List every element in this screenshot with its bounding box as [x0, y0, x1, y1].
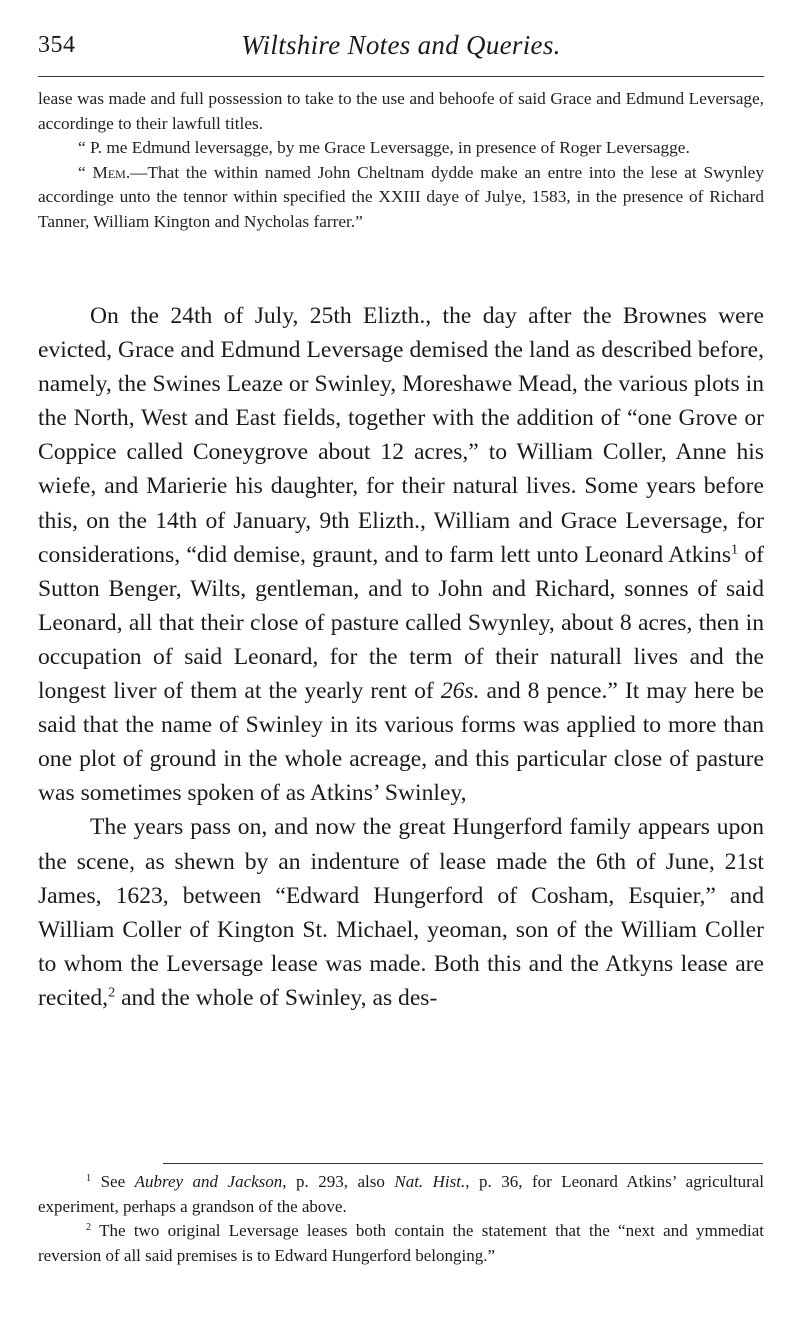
footnote-citation-1: Aubrey and Jackson — [134, 1172, 283, 1191]
footnote-ref-1: 1 — [731, 541, 739, 558]
footnote-citation-2: Nat. Hist. — [394, 1172, 466, 1191]
header-rule — [38, 76, 764, 77]
main-text — [38, 299, 764, 1015]
body-paragraph-1 — [38, 299, 764, 810]
quote-paragraph-1: lease was made and full possession to take to the use and behoofe of said Grace and Edmund Leversage, accordinge to their lawfull titles. — [38, 89, 764, 133]
footnote-text-run: The two original Leversage leases both contain the statement that the “next and ymmediat reversion of all said premises is to Edward Hungerford belonging.” — [38, 1221, 764, 1265]
footnote-mark-2: 2 — [86, 1222, 92, 1234]
page-header — [38, 30, 764, 70]
body-text-run: and the whole of Swinley, as des- — [115, 984, 438, 1011]
memorandum-label: Mem. — [92, 162, 131, 182]
body-text-run: On the 24th of July, 25th Elizth., the day after the Brownes were evicted, Grace and Edmund Leversage demised the land as described before, namely, the Swines Leaze or Swinley, Moreshawe Mead, the various plots in the North, West and East fields, together with the addition of “one Grove or Coppice called Coneygrove about 12 acres,” to William Coller, Anne his wiefe, and Marierie his daughter, for their natural lives. Some years before this, on the 14th of January, 9th Elizth., William and Grace Leversage, for considerations, “did demise, graunt, and to farm lett unto Leonard Atkins — [38, 303, 764, 568]
footnotes — [38, 1170, 764, 1268]
body-text-run: of Sutton Benger, Wilts, gentleman, and to John and Richard, sonnes of said Leonard, all that their close of pasture called Swynley, about 8 acres, then in occupation of said Leonard, for the term of their naturall lives and the longest liver of them at the yearly rent of — [38, 541, 764, 705]
quoted-lease-text — [38, 87, 764, 235]
body-paragraph-2 — [38, 810, 764, 1015]
body-text-run: and 8 pence.” It may here be said that the name of Swinley in its various forms was applied to more than one plot of ground in the whole acreage, and this particular close of pasture was sometimes spoken of as Atkins’ Swinley, — [38, 678, 764, 807]
footnote-ref-2: 2 — [108, 984, 116, 1001]
running-title: Wiltshire Notes and Queries. — [241, 30, 561, 60]
footnote-text-run: , p. 36, for Leonard Atkins’ agricultural experiment, perhaps a grandson of the above. — [38, 1172, 764, 1216]
footnote-rule — [163, 1163, 763, 1164]
footnote-text-run: , p. 293, also — [282, 1172, 395, 1191]
quote-open-mark: “ — [78, 162, 93, 182]
memorandum-text: —That the within named John Cheltnam dydde make an entre into the lese at Swynley accordinge unto the tennor within specified the XXIII daye of Julye, 1583, in the presence of Richard Tanner, William Kington and Nycholas farrer.” — [38, 162, 764, 231]
footnote-1 — [38, 1170, 764, 1219]
footnote-text-run: See — [91, 1172, 135, 1191]
rent-amount: 26s. — [440, 678, 480, 705]
body-text-run: The years pass on, and now the great Hungerford family appears upon the scene, as shewn by an indenture of lease made the 6th of June, 21st James, 1623, between “Edward Hungerford of Cosham, Esquier,” and William Coller of Kington St. Michael, yeoman, son of the William Coller to whom the Leversage lease was made. Both this and the Atkyns lease are recited, — [38, 814, 764, 1011]
quote-paragraph-2: “ P. me Edmund leversagge, by me Grace Leversagge, in presence of Roger Leversagge. — [78, 138, 690, 158]
page-number: 354 — [38, 32, 76, 58]
footnote-mark-1: 1 — [86, 1172, 92, 1184]
quote-paragraph-3 — [38, 161, 764, 235]
footnote-2 — [38, 1219, 764, 1268]
